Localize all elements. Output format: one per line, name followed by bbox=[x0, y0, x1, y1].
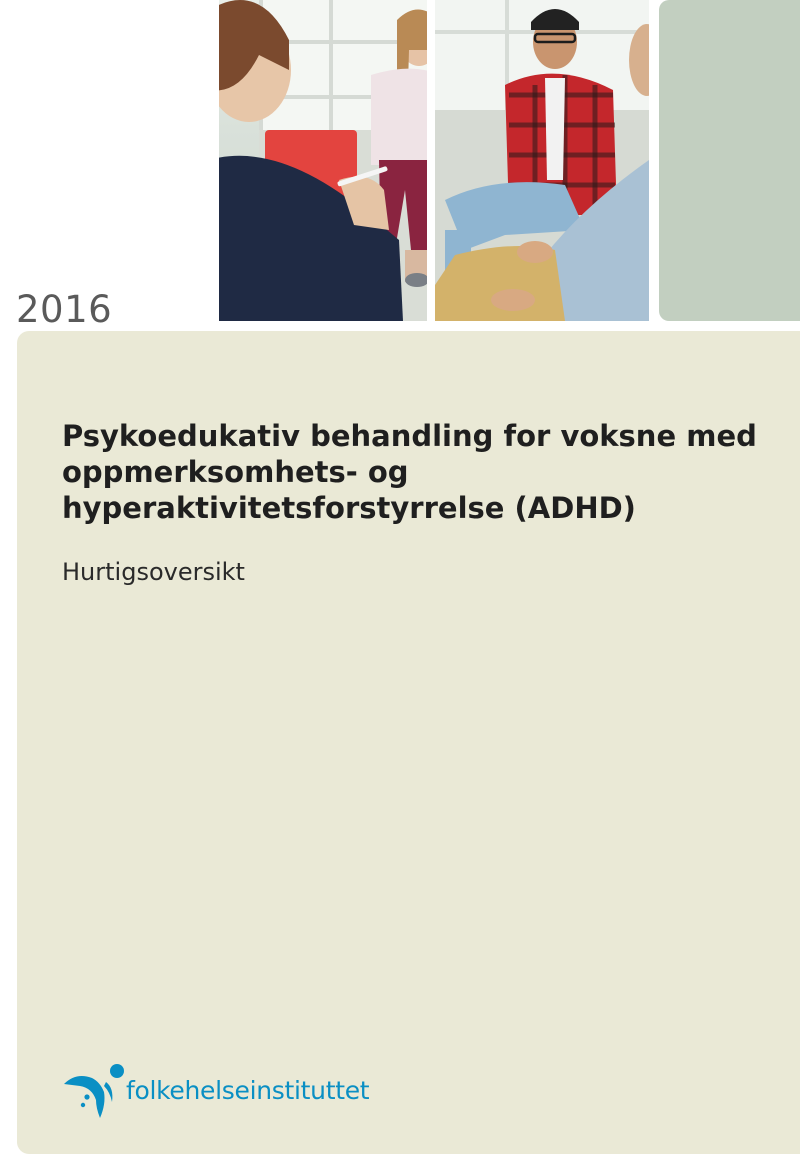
decorative-green-tab bbox=[659, 0, 800, 321]
photo-left-illustration bbox=[219, 0, 427, 321]
fhi-logo bbox=[62, 1062, 392, 1122]
group-therapy-photo-right bbox=[435, 0, 649, 321]
fhi-figure-icon bbox=[62, 1062, 124, 1122]
photo-right-illustration bbox=[435, 0, 649, 321]
group-therapy-photo-left bbox=[219, 0, 427, 321]
report-subtitle: Hurtigsoversikt bbox=[62, 558, 245, 586]
publication-year: 2016 bbox=[16, 288, 113, 331]
fhi-logo-text: folkehelseinstituttet bbox=[126, 1076, 370, 1105]
report-title: Psykoedukativ behandling for voksne med oppmerksomhets- og hyperaktivitetsforstyrrelse (ADHD) bbox=[62, 419, 757, 525]
